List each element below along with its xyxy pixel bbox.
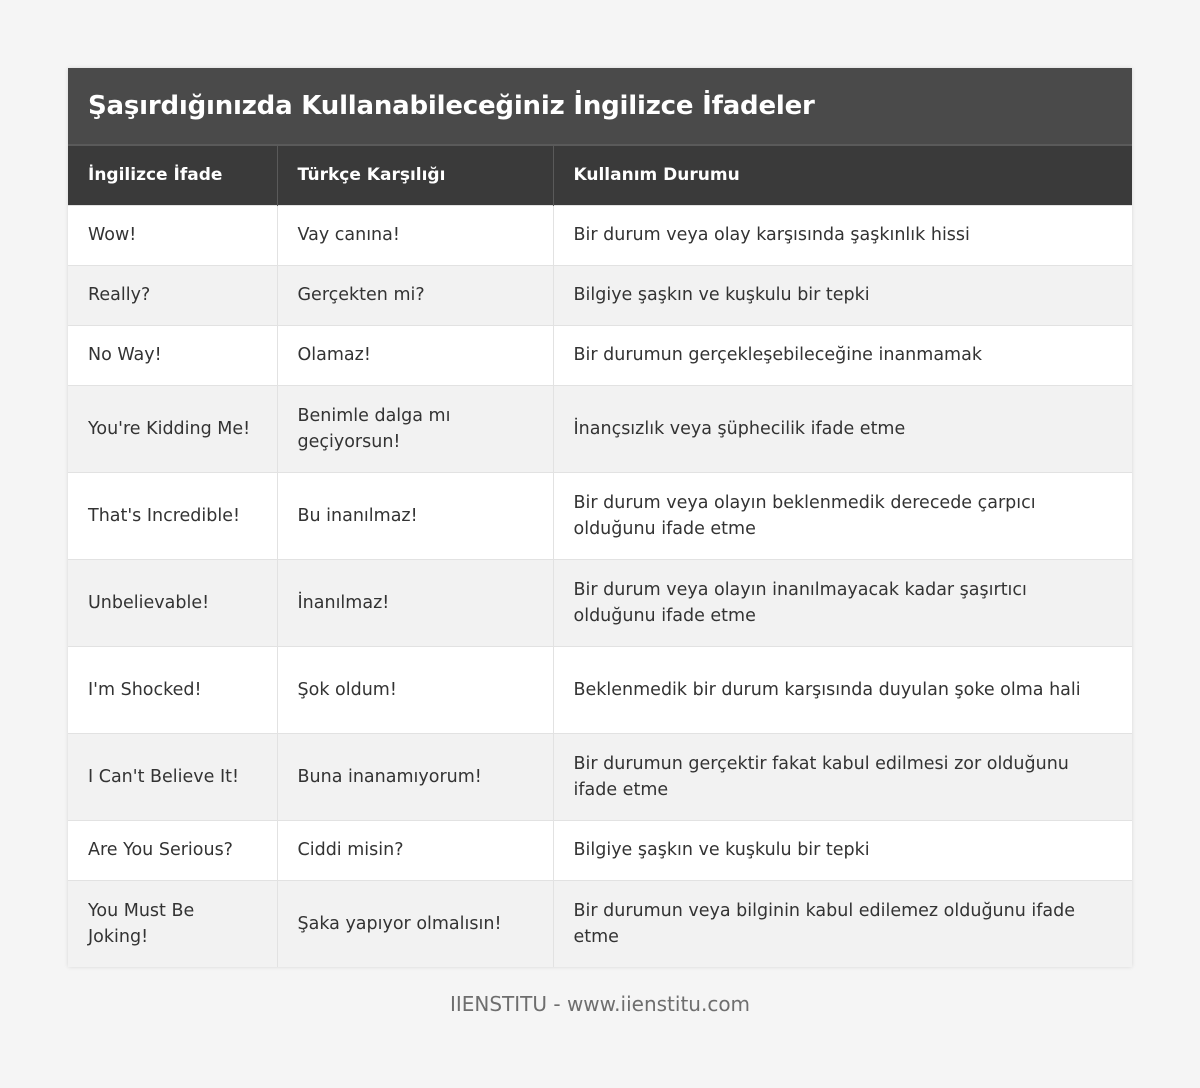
cell-turkish: Şaka yapıyor olmalısın! xyxy=(277,880,553,967)
cell-usage: Bir durumun gerçektir fakat kabul edilmesi zor olduğunu ifade etme xyxy=(553,733,1132,820)
cell-english: That's Incredible! xyxy=(68,472,277,559)
column-header-turkish: Türkçe Karşılığı xyxy=(277,145,553,205)
cell-turkish: Bu inanılmaz! xyxy=(277,472,553,559)
table-row xyxy=(68,205,1132,265)
cell-usage: Bir durum veya olayın beklenmedik derecede çarpıcı olduğunu ifade etme xyxy=(553,472,1132,559)
table-row xyxy=(68,820,1132,880)
cell-usage: Beklenmedik bir durum karşısında duyulan şoke olma hali xyxy=(553,646,1132,733)
cell-turkish: Olamaz! xyxy=(277,325,553,385)
cell-turkish: Ciddi misin? xyxy=(277,820,553,880)
cell-usage: Bir durum veya olay karşısında şaşkınlık hissi xyxy=(553,205,1132,265)
cell-english: You Must Be Joking! xyxy=(68,880,277,967)
table-row xyxy=(68,265,1132,325)
table-title: Şaşırdığınızda Kullanabileceğiniz İngilizce İfadeler xyxy=(88,91,815,121)
cell-turkish: İnanılmaz! xyxy=(277,559,553,646)
cell-english: Wow! xyxy=(68,205,277,265)
cell-turkish: Vay canına! xyxy=(277,205,553,265)
table-row xyxy=(68,733,1132,820)
cell-english: No Way! xyxy=(68,325,277,385)
cell-english: Unbelievable! xyxy=(68,559,277,646)
cell-english: You're Kidding Me! xyxy=(68,385,277,472)
cell-english: Are You Serious? xyxy=(68,820,277,880)
cell-english: I Can't Believe It! xyxy=(68,733,277,820)
table-row xyxy=(68,472,1132,559)
cell-usage: Bilgiye şaşkın ve kuşkulu bir tepki xyxy=(553,820,1132,880)
cell-usage: Bir durum veya olayın inanılmayacak kadar şaşırtıcı olduğunu ifade etme xyxy=(553,559,1132,646)
phrases-table xyxy=(68,144,1132,967)
cell-usage: İnançsızlık veya şüphecilik ifade etme xyxy=(553,385,1132,472)
cell-english: I'm Shocked! xyxy=(68,646,277,733)
table-row xyxy=(68,559,1132,646)
column-header-usage: Kullanım Durumu xyxy=(553,145,1132,205)
cell-turkish: Benimle dalga mı geçiyorsun! xyxy=(277,385,553,472)
phrases-table-card xyxy=(68,68,1132,967)
cell-turkish: Buna inanamıyorum! xyxy=(277,733,553,820)
footer-credit: IIENSTITU - www.iienstitu.com xyxy=(449,992,751,1016)
cell-usage: Bir durumun veya bilginin kabul edilemez olduğunu ifade etme xyxy=(553,880,1132,967)
cell-english: Really? xyxy=(68,265,277,325)
cell-turkish: Şok oldum! xyxy=(277,646,553,733)
table-row xyxy=(68,325,1132,385)
table-title-bar xyxy=(68,68,1132,144)
cell-usage: Bir durumun gerçekleşebileceğine inanmamak xyxy=(553,325,1132,385)
cell-turkish: Gerçekten mi? xyxy=(277,265,553,325)
column-header-english: İngilizce İfade xyxy=(68,145,277,205)
table-row xyxy=(68,880,1132,967)
table-row xyxy=(68,385,1132,472)
table-header-row xyxy=(68,145,1132,205)
cell-usage: Bilgiye şaşkın ve kuşkulu bir tepki xyxy=(553,265,1132,325)
table-row xyxy=(68,646,1132,733)
